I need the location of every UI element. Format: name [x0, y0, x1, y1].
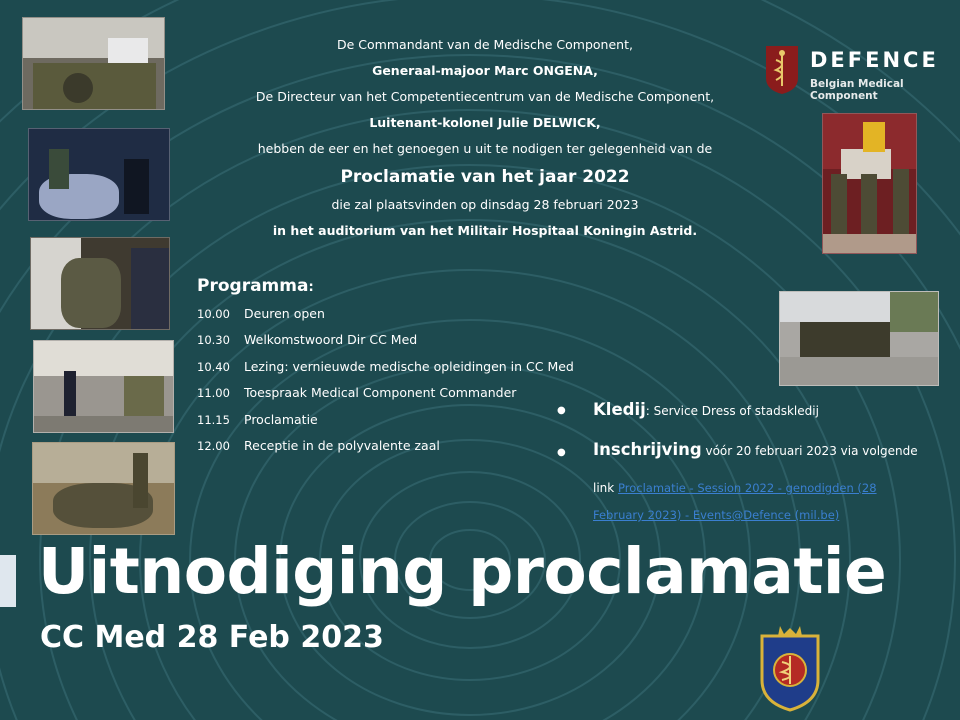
- program-row: [197, 438, 597, 464]
- photo-classroom: [22, 17, 165, 110]
- registration-label: Inschrijving: [593, 440, 702, 459]
- main-title: Uitnodiging proclamatie: [38, 535, 887, 608]
- program-time: 12.00: [197, 438, 230, 453]
- registration-link-prefix: link: [593, 481, 619, 495]
- program-item: Lezing: vernieuwde medische opleidingen in CC Med: [244, 358, 574, 374]
- medical-component-shield-icon: [764, 44, 800, 96]
- bullet-registration: ●: [557, 447, 566, 458]
- photo-simulation: [28, 128, 170, 221]
- photo-flag-bearers: [822, 113, 917, 254]
- logo-wordmark: DEFENCE: [810, 48, 939, 72]
- intro-line-6: die zal plaatsvinden op dinsdag 28 februari 2023: [331, 197, 639, 212]
- photo-vehicle-training: [30, 237, 170, 330]
- intro-line-7: in het auditorium van het Militair Hospitaal Koningin Astrid.: [272, 223, 698, 238]
- program-row: [197, 332, 597, 358]
- intro-line-4: Luitenant-kolonel Julie DELWICK,: [369, 115, 601, 130]
- photo-field-exercise: [32, 442, 175, 535]
- program-time: 11.00: [197, 386, 230, 401]
- program-item: Toespraak Medical Component Commander: [244, 385, 517, 401]
- registration-text: vóór 20 februari 2023 via volgende: [701, 444, 918, 458]
- program-title-text: Programma: [197, 276, 309, 296]
- title-marker: [0, 555, 16, 607]
- intro-line-2: Generaal-majoor Marc ONGENA,: [372, 63, 598, 78]
- program-item: Deuren open: [244, 306, 325, 321]
- program-row: [197, 385, 597, 411]
- unit-crest-icon: [758, 622, 822, 712]
- program-item: Welkomstwoord Dir CC Med: [244, 332, 418, 348]
- program-time: 10.30: [197, 333, 230, 348]
- logo-subtitle: Belgian Medical Component: [810, 78, 904, 102]
- intro-line-1: De Commandant van de Medische Component,: [337, 37, 633, 52]
- program-time: 11.15: [197, 412, 230, 427]
- program-item: Proclamatie: [244, 411, 318, 427]
- photo-ceremony-hall: [33, 340, 174, 433]
- program-list: [197, 306, 597, 464]
- intro-line-3: De Directeur van het Competentiecentrum van de Medische Component,: [255, 89, 715, 104]
- dress-label: Kledij: [593, 400, 646, 419]
- program-time: 10.00: [197, 307, 230, 321]
- program-row: [197, 359, 597, 385]
- invitation-intro: [235, 32, 735, 244]
- defence-logo: [764, 44, 944, 102]
- program-row: [197, 306, 597, 332]
- program-row: [197, 412, 597, 438]
- registration-link[interactable]: [593, 481, 877, 522]
- program-item: Receptie in de polyvalente zaal: [244, 437, 440, 453]
- bullet-dress: ●: [557, 405, 566, 416]
- program-title: [197, 276, 314, 296]
- dress-value: : Service Dress of stadskledij: [645, 404, 819, 418]
- sub-title: CC Med 28 Feb 2023: [40, 620, 384, 655]
- program-time: 10.40: [197, 359, 230, 374]
- intro-line-5: hebben de eer en het genoegen u uit te nodigen ter gelegenheid van de: [257, 141, 713, 156]
- registration-link-line-2: February 2023) - Events@Defence (mil.be): [593, 508, 840, 522]
- info-block: [557, 400, 947, 524]
- program-title-suffix: :: [308, 280, 314, 295]
- registration-link-line-1: Proclamatie - Session 2022 - genodigden (28: [618, 481, 877, 495]
- photo-parade: [779, 291, 939, 386]
- event-title: Proclamatie van het jaar 2022: [340, 167, 630, 187]
